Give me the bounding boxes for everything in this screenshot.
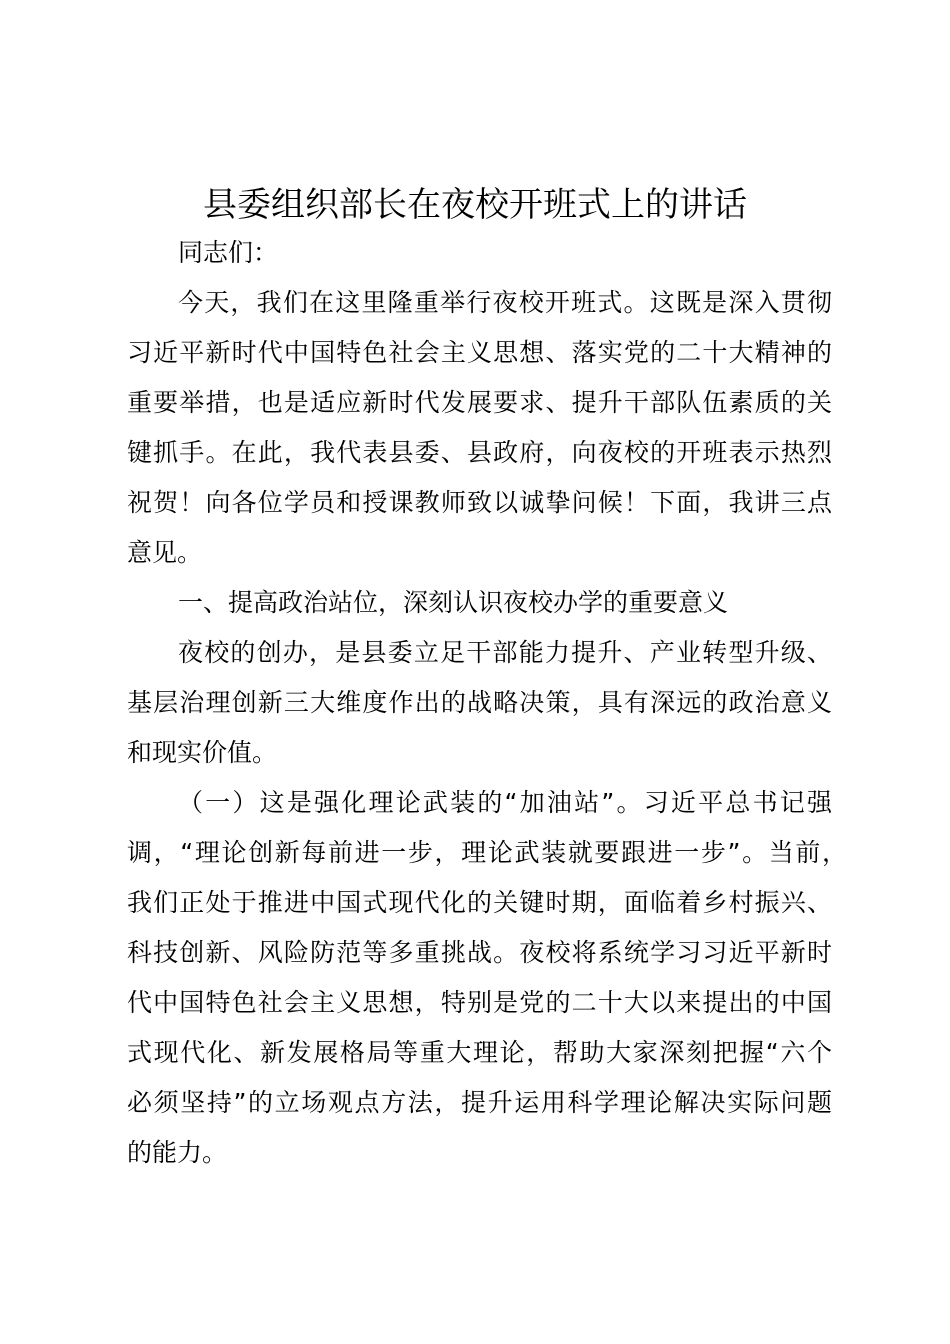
paragraph-line: 和现实价值。 [127,738,278,767]
section-heading: 一、提高政治站位，深刻认识夜校办学的重要意义 [178,588,729,617]
paragraph-line: 科技创新、风险防范等多重挑战。夜校将系统学习习近平新时 [127,938,832,967]
paragraph-line: （一）这是强化理论武装的“加油站”。习近平总书记强 [178,788,832,817]
paragraph-line: 习近平新时代中国特色社会主义思想、落实党的二十大精神的 [127,338,832,367]
paragraph-line: 基层治理创新三大维度作出的战略决策，具有深远的政治意义 [127,688,832,717]
paragraph-line: 重要举措，也是适应新时代发展要求、提升干部队伍素质的关 [127,388,832,417]
paragraph-line: 式现代化、新发展格局等重大理论，帮助大家深刻把握“六个 [127,1038,832,1067]
paragraph-line: 代中国特色社会主义思想，特别是党的二十大以来提出的中国 [127,988,832,1017]
paragraph-line: 今天，我们在这里隆重举行夜校开班式。这既是深入贯彻 [178,288,832,317]
paragraph-line: 的能力。 [127,1138,228,1167]
paragraph-line: 夜校的创办，是县委立足干部能力提升、产业转型升级、 [178,638,832,667]
paragraph-line: 调，“理论创新每前进一步，理论武装就要跟进一步”。当前， [127,838,847,867]
document-title: 县委组织部长在夜校开班式上的讲话 [203,185,747,225]
paragraph-line: 祝贺！向各位学员和授课教师致以诚挚问候！下面，我讲三点 [127,488,832,517]
paragraph-line: 键抓手。在此，我代表县委、县政府，向夜校的开班表示热烈 [127,438,832,467]
paragraph-line: 意见。 [127,538,203,567]
paragraph-line: 我们正处于推进中国式现代化的关键时期，面临着乡村振兴、 [127,888,832,917]
paragraph-line: 必须坚持”的立场观点方法，提升运用科学理论解决实际问题 [127,1088,832,1117]
salutation: 同志们： [178,238,279,267]
